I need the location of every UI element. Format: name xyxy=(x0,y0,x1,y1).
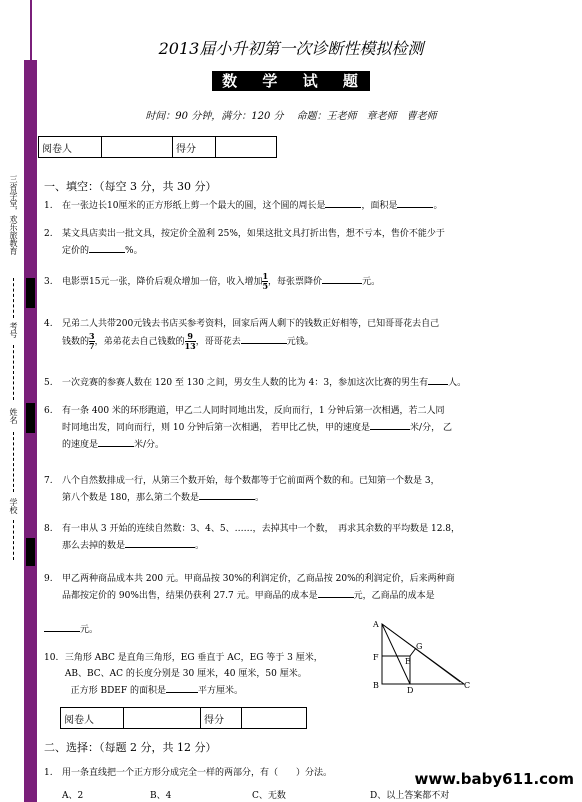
option-b: B、4 xyxy=(150,791,172,801)
page-subtitle: 数 学 试 题 xyxy=(0,70,582,91)
question-11: 1. 用一条直线把一个正方形分成完全一样的两部分，有（ ）分法。 xyxy=(44,768,333,778)
question-2: 2. 某文具店卖出一批文具，按定价全盈利 25%，如果这批文具打折出售，想不亏本，售价不能少于 定价的 %。 xyxy=(44,229,445,256)
svg-text:E: E xyxy=(405,657,411,666)
sidebar-label-name: 姓名 xyxy=(9,408,18,424)
reviewer-label: 阅卷人 xyxy=(39,137,102,158)
score-label-2: 得分 xyxy=(201,708,242,729)
score-table-1 xyxy=(38,136,277,158)
sidebar-dash-3 xyxy=(13,432,14,492)
svg-text:A: A xyxy=(373,620,379,629)
question-9-continued: 元。 xyxy=(44,621,544,638)
option-c: C、无数 xyxy=(252,791,286,801)
section-1-title: 一、填空：（每空 3 分，共 30 分） xyxy=(44,180,217,193)
option-d: D、以上答案都不对 xyxy=(370,791,450,801)
sidebar-label-school: 学校 xyxy=(9,498,18,514)
sidebar-seal-3 xyxy=(26,538,35,566)
question-3: 3. 电影票15元一张，降价后观众增加一倍，收入增加 $\frac{1}{5}$ ，每张票降价 元。 xyxy=(44,271,381,291)
exam-info: 时间：90 分钟，满分：120 分 命题：王老师 章老师 曹老师 xyxy=(145,111,437,122)
question-8: 8. 有一串从 3 开始的连续自然数：3、4、5、……，去掉其中一个数， 再求其余数的平均数是 12.8， 那么去掉的数是 。 xyxy=(44,524,461,551)
question-5: 5. 一次竞赛的参赛人数在 120 至 130 之间，男女生人数的比为 4：3，参加这次比赛的男生有 人。 xyxy=(44,374,544,391)
sidebar-slogan: 三省学堂，欢乐旅教育 xyxy=(9,175,18,255)
svg-text:F: F xyxy=(373,653,379,662)
question-4: 4. 兄弟二人共带200元钱去书店买参考资料，回家后两人剩下的钱数正好相等，已知哥哥花去自己 钱数的 $\frac{3}{7}$ ，弟弟花去自己钱数的 $\frac{9}{13}$ ，哥哥花去 元钱。 xyxy=(44,319,440,351)
score-label: 得分 xyxy=(173,137,216,158)
sidebar-label-exam-no: 考号 xyxy=(9,322,18,338)
svg-text:G: G xyxy=(416,642,423,651)
sidebar-dash-4 xyxy=(13,520,14,560)
reviewer-cell xyxy=(102,137,173,158)
question-7: 7. 八个自然数排成一行，从第三个数开始，每个数都等于它前面两个数的和。已知第一个数是 3， 第八个数是 180，那么第二个数是 。 xyxy=(44,476,440,503)
score-table-2 xyxy=(60,707,307,729)
question-9: 9. 甲乙两种商品成本共 200 元。甲商品按 30%的利润定价，乙商品按 20%的利润定价，后来两种商 品都按定价的 90%出售，结果仍获利 27.7 元。甲商品的成本是 元，乙商品的成本是 xyxy=(44,574,455,601)
question-10: 10. 三角形 ABC 是直角三角形，EG 垂直于 AC，EG 等于 3 厘米， AB、BC、AC 的长度分别是 30 厘米，40 厘米，50 厘米。 正方形 BDEF 的面积是 平方厘米。 xyxy=(44,653,323,696)
svg-text:B: B xyxy=(373,681,379,690)
sidebar-dash-1 xyxy=(13,278,14,318)
sidebar-seal-1 xyxy=(26,278,35,308)
question-1: 1. 在一张边长10厘米的正方形纸上剪一个最大的圆，这个圆的周长是 ，面积是 。 xyxy=(44,197,544,214)
question-6: 6. 有一条 400 米的环形跑道，甲乙二人同时同地出发，反向而行，1 分钟后第一次相遇，若二人同 时同地出发，同向而行，则 10 分钟后第一次相遇， 若甲比乙快，甲的速度是 米/分， 乙 的速度是 米/分。 xyxy=(44,406,452,450)
sidebar-seal-2 xyxy=(26,403,35,433)
page-title: 2013届小升初第一次诊断性模拟检测 xyxy=(158,39,424,58)
score-cell xyxy=(216,137,277,158)
reviewer-cell-2 xyxy=(124,708,201,729)
option-a: A、2 xyxy=(62,791,84,801)
section-2-title: 二、选择：（每题 2 分，共 12 分） xyxy=(44,741,217,754)
reviewer-label-2: 阅卷人 xyxy=(61,708,124,729)
score-cell-2 xyxy=(242,708,307,729)
svg-text:C: C xyxy=(464,681,471,690)
sidebar-dash-2 xyxy=(13,345,14,400)
triangle-figure xyxy=(370,620,480,695)
watermark: www.baby611.com xyxy=(414,770,574,788)
svg-text:D: D xyxy=(407,686,414,695)
